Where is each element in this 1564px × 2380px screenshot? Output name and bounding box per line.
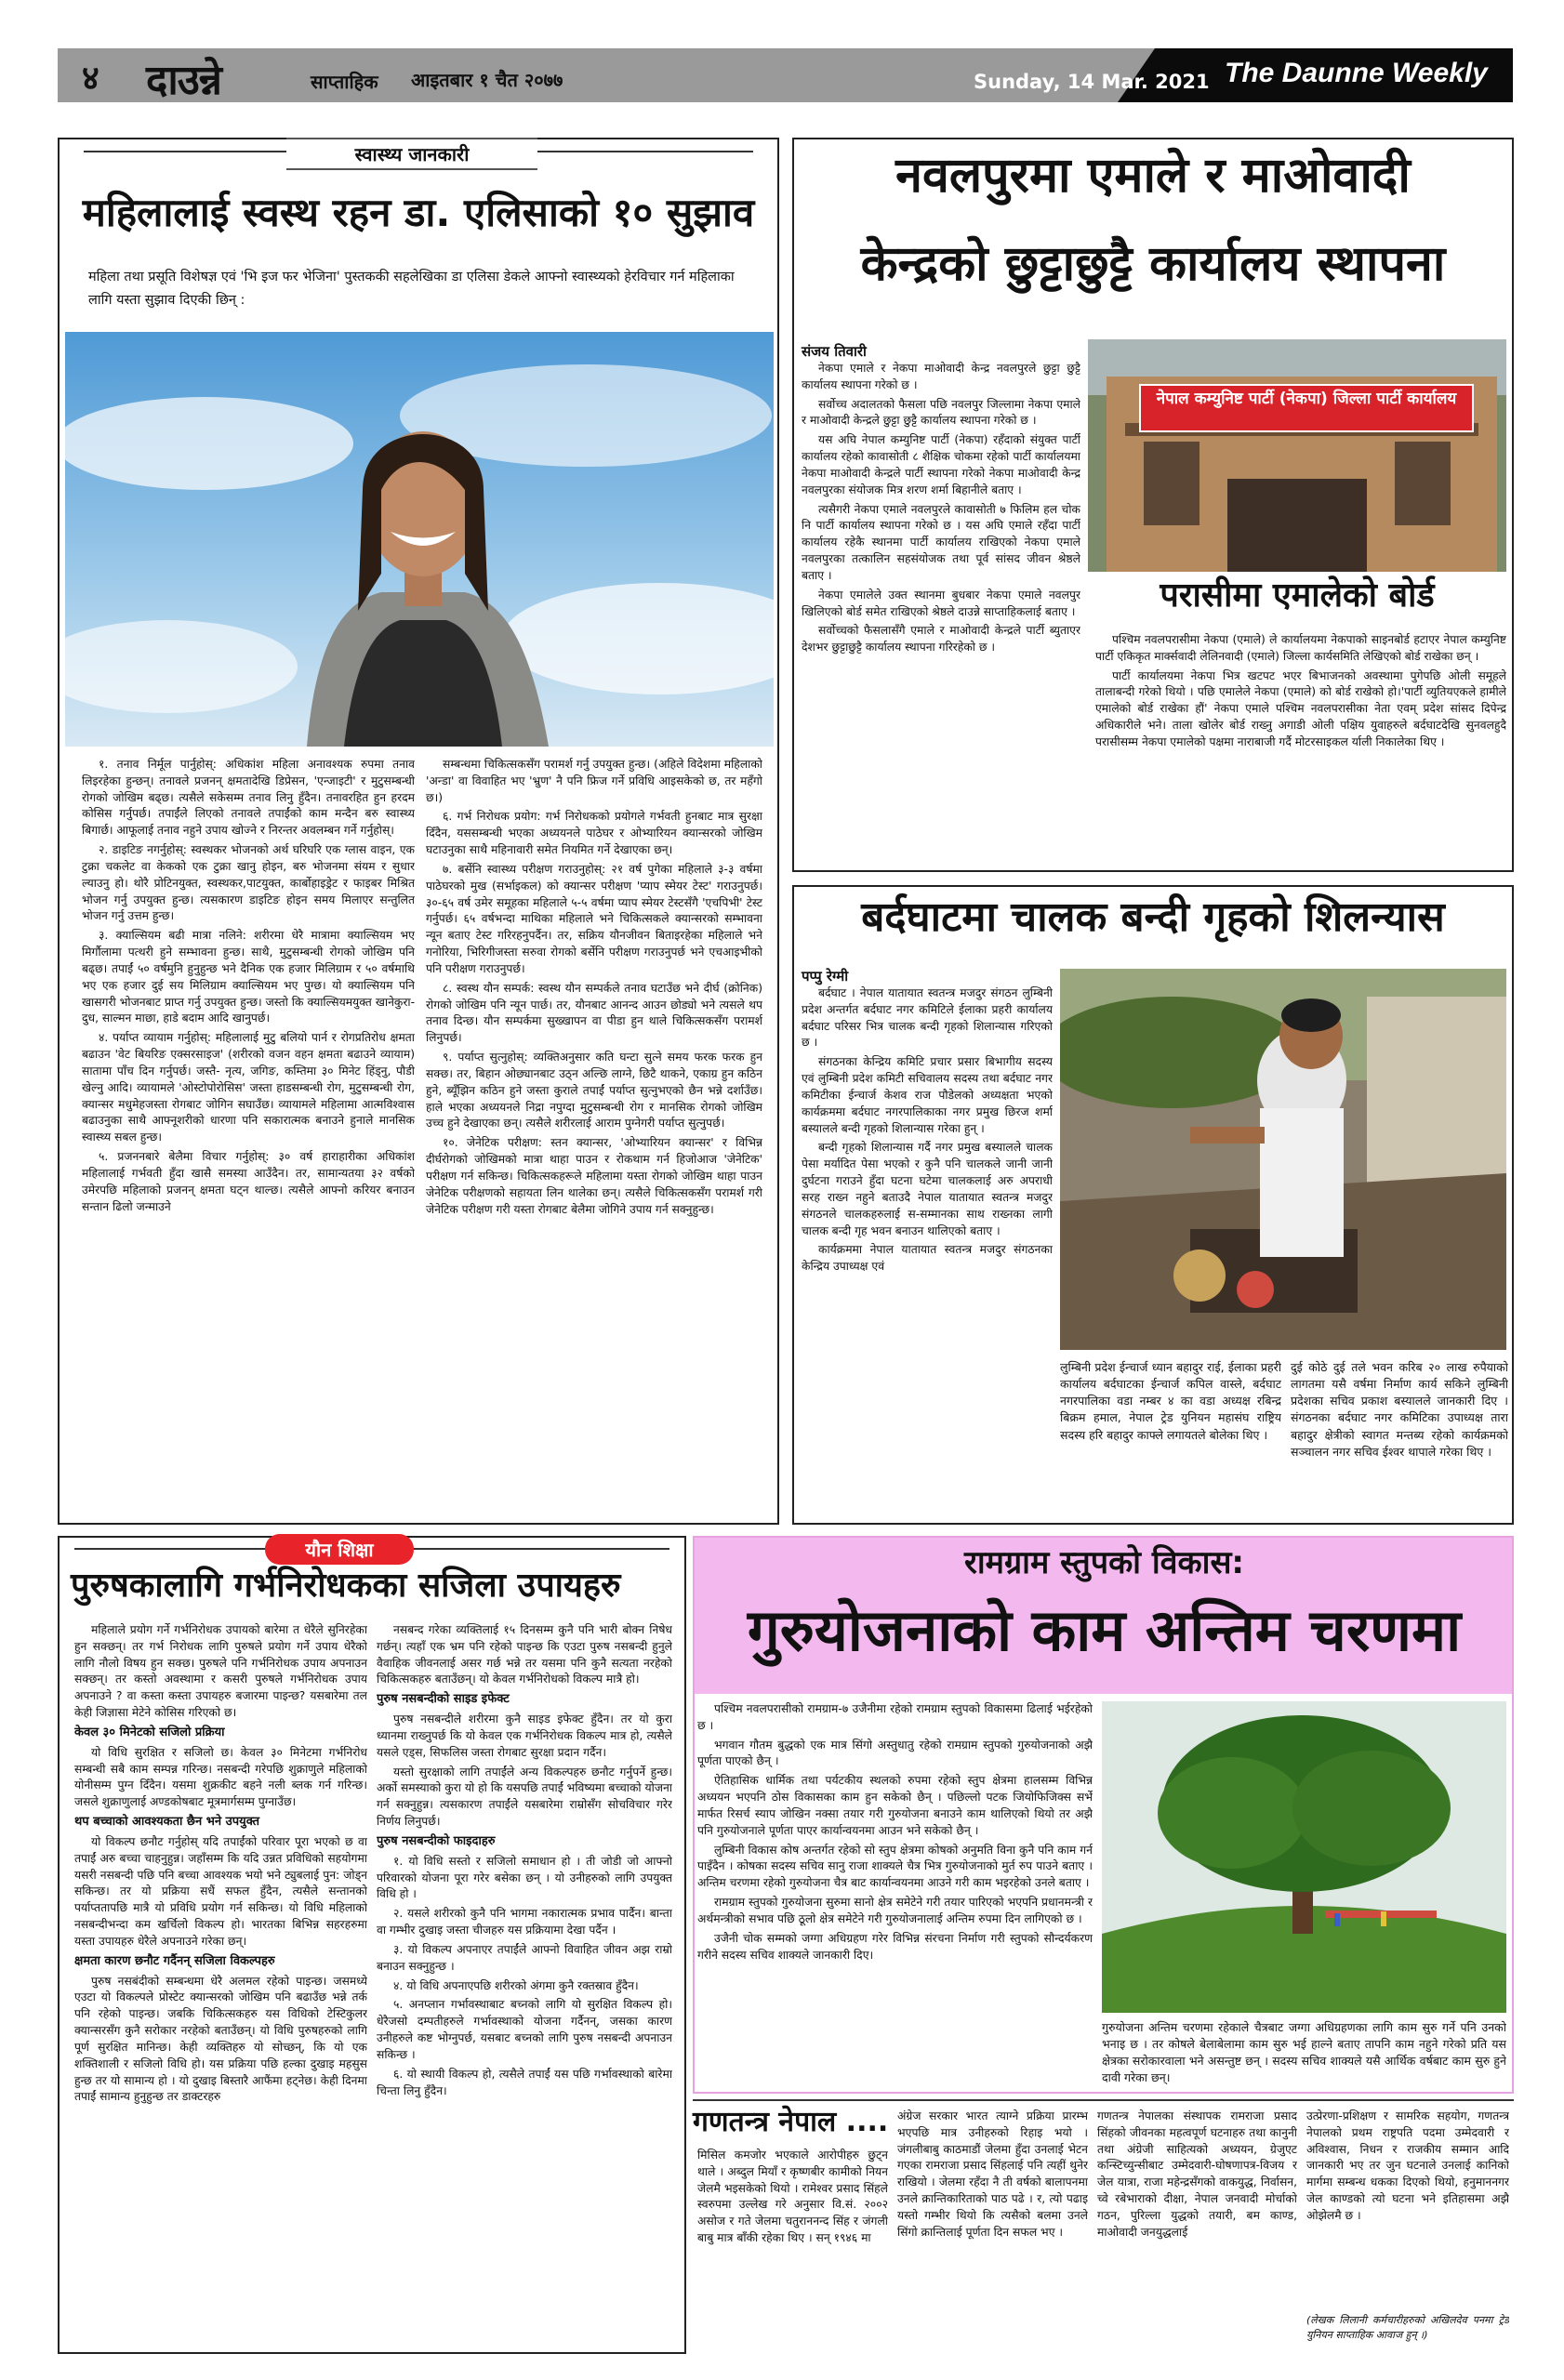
health-headline: महिलालाई स्वस्थ रहन डा. एलिसाको १० सुझाव xyxy=(82,190,755,235)
health-tip-5: ५. प्रजननबारे बेलैमा विचार गर्नुहोस्: ३० वर्ष हाराहारीका अधिकांश महिलालाई गर्भवती हुँदा खासै समस्या आउँदैन। तर, सामान्यतया ३२ वर्षको उमेरपछि महिलाको प्रजनन् क्षमता घट्न थाल्छ। त्यसैले आफ्नो करियर बनाउन सन्तान ढिलो जन्माउने xyxy=(82,1150,415,1213)
ramgram-para: भगवान गौतम बुद्धको एक मात्र सिंगो अस्तुधातु रहेको रामग्राम स्तुपको गुरुयोजनाको अझै पूर्णता पाएको छैन् । xyxy=(697,1738,1093,1768)
contraception-subhead: केवल ३० मिनेटको सजिलो प्रक्रिया xyxy=(74,1725,225,1739)
contraception-para: १. यो विधि सस्तो र सजिलो समाधान हो । ती जोडी जो आफ्नो परिवारको योजना पूरा गरेर बसेका छन् । यो उनीहरुको लागि उपयुक्त विधि हो । xyxy=(377,1854,672,1901)
health-column-2 xyxy=(426,757,762,1519)
party-office-sign: नेपाल कम्युनिष्ट पार्टी (नेकपा) जिल्ला पार्टी कार्यालय xyxy=(1139,384,1474,432)
ramgram-stupa-photo xyxy=(1102,1701,1506,2013)
health-column-1 xyxy=(82,757,415,1519)
newspaper-subtitle: साप्ताहिक xyxy=(311,71,378,93)
contraception-subhead: पुरुष नसबन्दीको साइड इफेक्ट xyxy=(377,1692,510,1707)
ramgram-para: रामग्राम स्तुपको गुरुयोजना सुरुमा सानो क्षेत्र समेटेने गरी तयार पारिएको भएपनि प्रधानमन्त्री र अर्थमन्त्रीको सभाव पछि ठूलो क्षेत्र समेटेने गरी गुरुयोजनालाई अन्तिम रुपमा दिन लागिएको छ । xyxy=(697,1896,1093,1925)
health-intro: महिला तथा प्रसूति विशेषज्ञ एवं 'भि इज फर भेजिना' पुस्तककी सहलेखिका डा एलिसा डेकले आफ्नो स्वास्थ्यको हेरविचार गर्न महिलाका लागि यस्ता सुझाव दिएकी छिन् : xyxy=(88,270,735,308)
ramgram-headline: गुरुयोजनाको काम अन्तिम चरणमा xyxy=(747,1596,1462,1664)
section-tag-health: स्वास्थ्य जानकारी xyxy=(286,138,537,170)
ramgram-column xyxy=(697,1701,1093,2087)
bardaghat-column xyxy=(802,985,1053,1520)
contraception-para: यस्तो सुरक्षाको लागि तपाईंले अन्य विकल्पहरु छनौट गर्नुपर्ने हुन्छ। अर्को समस्याको कुरा यो हो कि यसपछि तपाईं भविष्यमा बच्चाको योजना गर्न सक्नुहुन्न। त्यसकारण तपाईंले यसबारेमा राम्रोसँग सोचविचार गरेर निर्णय लिनुपर्छ। xyxy=(377,1765,672,1829)
health-tip-7: ७. बर्सेनि स्वास्थ्य परीक्षण गराउनुहोस्: २१ वर्ष पुगेका महिलाले ३-३ वर्षमा पाठेघरको मुख (सर्भाइकल) को क्यान्सर परीक्षण 'प्याप स्मेयर टेस्ट' गराउनुपर्छ। ३०-६५ वर्ष उमेर समूहका महिलाले ५-५ वर्षमा प्याप स्मेयर टेस्टसँगै 'एचपिभी' टेस्ट गर्नुपर्छ। ६५ वर्षभन्दा माथिका महिलाले भने चिकित्सकले क्यान्सरको सम्भावना न्यून बताए टेस्ट गरिरहनुपर्दैन। तर, सक्रिय यौनजीवन बिताइरहेका महिलाले भने गनोरिया, भिरिगीजस्ता सरुवा रोगको बर्सेनि परीक्षण गराउनुपर्छ भने एचआइभीको पनि परीक्षण गराउनुपर्छ। xyxy=(426,862,762,975)
health-tip-10: १०. जेनेटिक परीक्षण: स्तन क्यान्सर, 'ओभ्यारियन क्यान्सर' र विभिन्न दीर्घरोगको जोखिमको मात्रा थाहा पाउन र रोकथाम गर्न हिजोआज 'जेनेटिक' परीक्षण गर्न सकिन्छ। चिकित्सकहरूले महिलामा यस्ता रोगको जोखिम थाहा पाउन जेनेटिक परीक्षणको सहायता लिन थालेका छन्। त्यसैले चिकित्सकसँग परामर्श गरी जेनेटिक परीक्षण गरी यस्ता रोगबाट बेलैमा जोगिने उपाय गर्न सक्नुहुन्छ। xyxy=(426,1136,762,1216)
republic-column-2: अंग्रेज सरकार भारत त्याग्ने प्रक्रिया प्रारम्भ भएपछि मात्र उनीहरुको रिहाइ भयो । जंगलीबाबु काठमाडौं जेलमा हुँदा उनलाई भेटन गएका रामराजा प्रसाद सिंहलाई पनि त्यहीं थुनेर राखियो । जेलमा रहँदा नै ती वर्षको बालापनमा उनले क्रान्तिकारिताको पाठ पढे । र, त्यो पढाइ यस्तो गम्भीर थियो कि त्यसैको बलमा उनले सिंगो क्रान्तिलाई पूर्णता दिन सफल भए । xyxy=(897,2109,1088,2239)
republic-column-4: उत्प्रेरणा-प्रशिक्षण र सामरिक सहयोग, गणतन्त्र नेपालको प्रथम राष्ट्रपति पदमा उम्मेदवारी र अविश्वास, निधन र राजकीय सम्मान आदि जानकारी भए तर जुन घटनाले उनलाई कानिको मार्गमा सम्बन्ध धकका दिएको थियो, हनुमाननगर जेल काण्डको त्यो घटना भने इतिहासमा अझै ओझेलमै छ । xyxy=(1306,2109,1509,2222)
health-tip-4: ४. पर्याप्त व्यायाम गर्नुहोस्: महिलालाई मुटु बलियो पार्न र रोगप्रतिरोध क्षमता बढाउन 'वेट बियरिङ एक्सरसाइज' (शरीरको वजन वहन क्षमता बढाउने व्यायाम) सातामा पाँच दिन गर्नुपर्छ। जस्तै- नृत्य, जगिङ, कम्तिमा ३० मिनेट हिंड्नु, पौडी खेल्नु आदि। व्यायामले 'ओस्टोपोरोसिस' जस्ता हाडसम्बन्धी रोग, मुटुसम्बन्धी रोग, क्यान्सर मधुमेहजस्ता रोगबाट जोगिन सघाउँछ। व्यायामले महिलामा आत्मविश्वास बढाउनुका साथै आफ्नूशरीको धारणा पनि सकारात्मक बनाउने हुनाले मानसिक स्वास्थ्य सबल हुन्छ। xyxy=(82,1031,415,1144)
republic-column-3: गणतन्त्र नेपालका संस्थापक रामराजा प्रसाद सिंहको जीवनका महत्वपूर्ण घटनाहरु तथा कानुनी तथा अंग्रेजी साहित्यको अध्ययन, ग्रेजुएट कन्स्टिच्युन्सीबाट उम्मेदवारी-घोषणापत्र-विजय र जेल यात्रा, राजा महेन्द्रसँगको वाकयुद्ध, निर्वासन, च्वे रबेभाराको दीक्षा, नेपाल जनवादी मोर्चाको गठन, पुरिल्ला युद्धको तयारी, बम काण्ड, माओवादी जनयुद्धलाई xyxy=(1097,2109,1297,2239)
parasi-column xyxy=(1095,632,1506,866)
nawalpur-para: यस अघि नेपाल कम्युनिष्ट पार्टी (नेकपा) रहँदाको संयुक्त पार्टी कार्यालय रहेको कावासोती ८ शैक्षिक चोकमा रहेको पार्टी कार्यालयमा नेकपा माओवादी केन्द्रले पार्टी स्थापना गरेको नेकपा माओवादी केन्द्र नवलपुरका संयोजक मित्र शरण शर्मा बिहानीले बताए । xyxy=(802,433,1080,496)
nawalpur-para: त्यसैगरी नेकपा एमाले नवलपुरले कावासोती ७ फिलिम हल चोक नि पार्टी कार्यालय स्थापना गरेको छ । यस अघि एमाले रहँदा पार्टी कार्यालय रहेकै स्थानमा पार्टी कार्यालय राखिएको नेकपा एमाले नवलपुरका तत्कालिन सहसंयोजक तथा पूर्व सांसद जीवन श्रेष्ठले बताए । xyxy=(802,502,1080,582)
contraception-subhead: थप बच्चाको आवश्यकता छैन भने उपयुक्त xyxy=(74,1815,260,1830)
ramgram-para: उजैनी चोक सम्मको जग्गा अधिग्रहण गरेर विभिन्न संरचना निर्माण गरी स्तुपको सौन्दर्यकरण गरीने सदस्य सचिव शाक्यले जानकारी दिए। xyxy=(697,1931,1093,1962)
health-tip-8: ८. स्वस्थ यौन सम्पर्क: स्वस्थ यौन सम्पर्कले तनाव घटाउँछ भने दीर्घ (क्रोनिक) रोगको जोखिम पनि न्यून पार्छ। तर, यौनबाट आनन्द आउन छोड्यो भने त्यसले थप तनाव दिन्छ। यौन सम्पर्कमा सुख्खापन वा पीडा हुन थाले चिकित्सकसँग परामर्श लिनुपर्छ। xyxy=(426,981,762,1045)
contraception-para: ५. अनप्लान गर्भावस्थाबाट बच्नको लागि यो सुरक्षित विकल्प हो। धेरैजसो दम्पतीहरुले गर्भावस्थाको योजना गर्दैनन्, जसका कारण उनीहरुले कष्ट भोग्नुपर्छ, यसबाट बच्नको लागि पुरुष नसबन्दी अपनाउन सकिन्छ । xyxy=(377,1998,672,2061)
bardaghat-para: बर्दघाट । नेपाल यातायात स्वतन्त्र मजदुर संगठन लुम्बिनी प्रदेश अन्तर्गत बर्दघाट नगर कमिटिले ईलाका प्रहरी कार्यालय बर्दघाट परिसर भित्र चालक बन्दी गृहको शिलान्यास गरिएको छ । xyxy=(802,986,1053,1050)
health-tip-3: ३. क्याल्सियम बढी मात्रा नलिने: शरीरमा धेरै मात्रामा क्याल्सियम भए मिर्गौलामा पत्थरी हुने सम्भावना हुन्छ। साथै, मुटुसम्बन्धी रोगको जोखिम पनि बढ्छ। तपाईं ५० वर्षमुनि हुनुहुन्छ भने दैनिक एक हजार मिलिग्राम र ५० वर्षमाथि भए एक हजार दुई सय मिलिग्राम क्याल्सियम भए पुग्छ। यो क्याल्सियम पनि खासगरी भोजनबाट प्राप्त गर्नु उपयुक्त हुन्छ। जस्तो कि क्याल्सियमयुक्त खानेकुरा- दुध, साल्मन माछा, हाडे बदाम आदि खानुपर्छ। xyxy=(82,929,415,1025)
contraception-subhead: पुरुष नसबन्दीको फाइदाहरु xyxy=(377,1833,496,1848)
nawalpur-para: नेकपा एमाले र नेकपा माओवादी केन्द्र नवलपुरले छुट्टा छुट्टै कार्यालय स्थापना गरेको छ । xyxy=(802,362,1080,391)
parasi-headline: परासीमा एमालेको बोर्ड xyxy=(1160,576,1435,615)
contraception-para: २. यसले शरीरको कुनै पनि भागमा नकारात्मक प्रभाव पार्दैन। बान्ता वा गम्भीर दुखाइ जस्ता चीजहरु यस प्रक्रियामा देखा पर्दैन । xyxy=(377,1907,672,1937)
republic-headline: गणतन्त्र नेपाल .... xyxy=(693,2106,889,2138)
nawalpur-para: सर्वोच्च अदालतको फैसला पछि नवलपुर जिल्लामा नेकपा एमाले र माओवादी केन्द्रले छुट्टा छुट्टै कार्यालय स्थापना गरेको छ । xyxy=(802,397,1080,428)
nawalpur-headline-1: नवलपुरमा एमाले र माओवादी xyxy=(895,148,1411,204)
ramgram-para: पश्चिम नवलपरासीको रामग्राम-७ उजैनीमा रहेको रामग्राम स्तुपको विकासमा ढिलाई भईरहेको छ । xyxy=(697,1702,1093,1732)
contraception-headline: पुरुषकालागि गर्भनिरोधकका सजिला उपायहरु xyxy=(71,1567,621,1605)
health-tip-6: ६. गर्भ निरोधक प्रयोग: गर्भ निरोधकको प्रयोगले गर्भवती हुनबाट मात्र सुरक्षा दिँदैन, यससम्बन्धी भएका अध्ययनले पाठेघर र ओभ्यारियन क्यान्सरको जोखिम घटाउनुका साथै महिनावारी समेत नियमित गर्ने देखाएका छन्। xyxy=(426,810,762,857)
date-nepali: आइतबार १ चैत २०७७ xyxy=(411,69,563,91)
bardaghat-continued-2: दुई कोठे दुई तले भवन करिब २० लाख रुपैयाको लागतमा यसै वर्षमा निर्माण कार्य सकिने लुम्बिनी प्रदेशका सचिव प्रकाश बस्यालले जानकारी दिए । संगठनका बर्दघाट नगर कमिटिका उपाध्यक्ष तारा बहादुर क्षेत्रीको स्वागत मन्तब्य रहेको कार्यक्रमको सञ्चालन नगर सचिव ईश्वर थापाले गरेका थिए । xyxy=(1291,1360,1508,1459)
contraception-subhead: क्षमता कारण छनौट गर्दैनन् सजिला विकल्पहरु xyxy=(74,1953,275,1968)
section-tag-sex-education: यौन शिक्षा xyxy=(265,1534,414,1565)
bardaghat-headline: बर्दघाटमा चालक बन्दी गृहको शिलन्यास xyxy=(861,893,1445,941)
newspaper-title: दाउन्ने xyxy=(146,57,221,104)
page-number: ४ xyxy=(82,60,99,98)
ramgram-para: ऐतिहासिक धार्मिक तथा पर्यटकीय स्थलको रुपमा रहेको स्तुप क्षेत्रमा हालसम्म विभिन्न अध्ययन भएपनि ठोस विकासका काम हुन सकेको छैन् । पछिल्लो पटक जियोफिजिक्स सर्भे मार्फत रिसर्च स्याप जोखिन नक्सा तयार गरी गुरुयोजना बनाउने काम थालिएको थियो तर अझै पनि गुरुयोजनाले पूर्णता पाएर कार्यान्वयनमा आउन भने सकेको छैन् । xyxy=(697,1774,1093,1837)
nawalpur-para: सर्वोच्चको फैसलासँगै एमाले र माओवादी केन्द्रले पार्टी ब्युताएर देशभर छुट्टाछुट्टै कार्यालय स्थापना गरिरहेको छ । xyxy=(802,624,1080,654)
bardaghat-para: कार्यक्रममा नेपाल यातायात स्वतन्त्र मजदुर संगठनका केन्द्रिय उपाध्यक्ष एवं xyxy=(802,1243,1053,1274)
nawalpur-column xyxy=(802,361,1080,867)
parasi-para: पार्टी कार्यालयमा नेकपा भित्र खटपट भएर बिभाजनको अवस्थामा पुगेपछि ओली समूहले तालाबन्दी गरेको थियो । पछि एमालेले नेकपा (एमाले) को बोर्ड राखेको हो।'पार्टी व्युतियएकले हामीले एमालेको बोर्ड राखेका हौं' नेकपा एमाले पश्चिम नवलपरासीका नेता एवम् प्रदेश सांसद दिपेन्द्र अधिकारीले भने। ताला खोलेर बोर्ड राख्नु अगाडी ओली पक्षिय युवाहरुले बर्दघाटदेखि सुनवलहुदै परासीसम्म नेकपा एमालेको पक्षमा नाराबाजी गर्दै मोटरसाइकल र्याली निकालेका थिए । xyxy=(1095,668,1506,748)
ramgram-kicker: रामग्राम स्तुपको विकास: xyxy=(963,1544,1245,1581)
bardaghat-continued-1: लुम्बिनी प्रदेश ईन्चार्ज ध्यान बहादुर राई, ईलाका प्रहरी कार्यालय बर्दघाटका ईन्चार्ज कपिल वास्ले, बर्दघाट नगरपालिका वडा नम्बर ४ का वडा अध्यक्ष रबिन्द्र बिक्रम हमाल, नेपाल ट्रेड युनियन महासंघ राष्ट्रिय सदस्य हरि बहादुर काफ्ले लगायतले बोलेका थिए । xyxy=(1060,1360,1281,1442)
ramgram-para: लुम्बिनी विकास कोष अन्तर्गत रहेको सो स्तुप क्षेत्रमा कोषको अनुमति विना कुनै पनि काम गर्न पाइँदैन । कोषका सदस्य सचिव सानु राजा शाक्यले चैत्र भित्र गुरुयोजनाको मुर्त रुप पाउने बताए । अन्तिम चरणमा रहेको गुरुयोजना चैत्र बाट कार्यान्वयनमा आउने गरी काम भइरहेको उनले बताए । xyxy=(697,1843,1093,1890)
republic-footnote: (लेखक लिलानी कर्मचारीहरुको अखिलदेव पनमा ट्रेड युनियन साप्ताहिक आवाज हुन् ।) xyxy=(1306,2314,1509,2341)
party-office-photo xyxy=(1088,339,1506,572)
contraception-para: ६. यो स्थायी विकल्प हो, त्यसैले तपाईं यस पछि गर्भावस्थाको बारेमा चिन्ता लिनु हुँदैन। xyxy=(377,2067,672,2097)
health-tip-2: २. डाइटिङ नगर्नुहोस्: स्वस्थकर भोजनको अर्थ घरिघरि एक ग्लास वाइन, एक टुक्रा चकलेट वा केकको एक टुक्रा खानु होइन, बरु भोजनमा संयम र सुधार ल्याउनु हो। थोरै प्रोटिनयुक्त, स्वस्थकर,पाटयुक्त, कार्बोहाइड्रेट र फाइबर मिश्रित भोजन गर्नु उपयुक्त हुन्छ। त्यसकारण डाइटिङ होइन समय मिलाएर सन्तुलित भोजन गर्नु उत्तम हुन्छ। xyxy=(82,843,415,923)
masthead xyxy=(58,48,1513,102)
ramgram-continued: गुरुयोजना अन्तिम चरणमा रहेकाले चैत्रबाट जग्गा अधिग्रहणका लागि काम सुरु गर्ने पनि उनको भनाइ छ । तर कोषले बेलाबेलामा काम सुरु भई हाल्ने बताए तापनि काम नहुने गरेको प्रति यस क्षेत्रका सरोकारवाला भने असन्तुष्ट छन् । सदस्य सचिव शाक्यले यसै आर्थिक वर्षबाट काम सुरु हुने दावी गरेका छन्। xyxy=(1102,2020,1506,2085)
contraception-para: यो विकल्प छनौट गर्नुहोस् यदि तपाईंको परिवार पूरा भएको छ वा तपाईं अरु बच्चा चाहनुहुन्न। जहाँसम्म कि यदि उन्नत प्रविधिको सहयोगमा यसरी नसबन्दी पछि पनि बच्चा आवश्यक भयो भने ट्युबलाई पुन: जोड्न सकिन्छ। तर यो प्रक्रिया सधैं सफल हुँदैन, त्यसैले सन्तानको पर्याप्ततापछि मात्रै यो प्रविधि प्रयोग गर्न सकिन्छ। यो विधि महिलाको नसबन्दीभन्दा कम खर्चिलो विकल्प हो। भारतका बिभिन्न सहरहरुमा यस्ता उपायहरु धेरैले अपनाउने गरेका छन्। xyxy=(74,1834,367,1948)
contraception-para: पुरुष नसबन्दीले शरीरमा कुनै साइड इफेक्ट हुँदैन। तर यो कुरा ध्यानमा राख्नुपर्छ कि यो केवल एक गर्भनिरोधक विकल्प मात्र हो, त्यसैले यसले एड्स, सिफलिस जस्ता रोगबाट सुरक्षा प्रदान गर्दैन। xyxy=(377,1712,672,1759)
bardaghat-para: संगठनका केन्द्रिय कमिटि प्रचार प्रसार बिभागीय सदस्य एवं लुम्बिनी प्रदेश कमिटी सचिवालय सदस्य तथा बर्दघाट नगर कमिटीका ईन्चार्ज केशव राज पौडेलको अध्यक्षता भएको कार्यक्रममा बर्दघाट नगरपालिकाका नगर प्रमुख छिरज शर्मा बस्यालले बन्दी गृहको शिलान्यास गरेका हुन् । xyxy=(802,1055,1053,1135)
contraception-para: यो विधि सुरक्षित र सजिलो छ। केवल ३० मिनेटमा गर्भनिरोध सम्बन्धी सबै काम सम्पन्न गरिन्छ। नसबन्दी गरेपछि शुक्राणुले महिलाको योनीसम्म पुग्न दिँदैन। यसमा शुक्रकीट बहने नली ब्लक गर्न गरिन्छ। जसले शुक्राणुलाई अण्डकोषबाट मूत्रमार्गसम्म पुग्नाउँछ। xyxy=(74,1745,367,1809)
health-tip-5-cont: सम्बन्धमा चिकित्सकसँग परामर्श गर्नु उपयुक्त हुन्छ। (अहिले विदेशमा महिलाको 'अन्डा' वा विवाहित भए 'भ्रुण' नै पनि फ्रिज गर्ने प्रविधि आइसकेको छ, तर महँगो छ।) xyxy=(426,758,762,804)
contraception-column-1 xyxy=(74,1622,367,2347)
nawalpur-headline-2: केन्द्रको छुट्टाछुट्टै कार्यालय स्थापना xyxy=(860,236,1446,292)
date-english: Sunday, 14 Mar. 2021 xyxy=(974,71,1210,93)
section-rule xyxy=(693,2099,1514,2101)
newspaper-english-title: The Daunne Weekly xyxy=(1225,58,1488,88)
contraception-para: पुरुष नसबंदीको सम्बन्धमा धेरै अलमल रहेको पाइन्छ। जसमध्ये एउटा यो विकल्पले प्रोस्टेट क्यान्सरको जोखिम पनि बढाउँछ भन्ने तर्क पनि रहेको पाइन्छ। जबकि चिकित्सकहरु यस विधिको टेस्टिकुलर क्यान्सरसँग कुनै सरोकार नरहेको बताउँछन्। यो विधि पुरुषहरुको लागि पूर्ण सुरक्षित मानिन्छ। केही व्यक्तिहरु यो सोच्छन्, कि यो एक शक्तिशाली र सजिलो विधि हो। यस प्रक्रिया पछि हल्का दुखाइ महसुस हुन्छ तर यो सामान्य हो । यो दुखाइ बिस्तारै आफैंमा हट्नेछ। केही दिनमा तपाईं सामान्य हुनुहुन्छ तर डाक्टरहरु xyxy=(74,1974,367,2104)
foundation-stone-photo xyxy=(1060,969,1506,1350)
contraception-column-2 xyxy=(377,1622,672,2347)
nawalpur-byline: संजय तिवारी xyxy=(802,343,867,360)
bardaghat-byline: पप्पु रेग्मी xyxy=(802,968,849,985)
republic-column-1: मिसिल कमजोर भएकाले आरोपीहरु छुट्न थाले । अब्दुल मियाँ र कृष्णबीर कामीको नियन जेलमै भइसकेको थियो । रामेश्वर प्रसाद सिंहले स्वरुपमा उल्लेख गरे अनुसार वि.सं. २००२ असोज र गते जेलमा चतुराननन्द सिंह र जंगली बाबु मात्र बाँकी रहेका थिए । सन् १९४६ मा xyxy=(697,2149,888,2245)
parasi-para: पश्चिम नवलपरासीमा नेकपा (एमाले) ले कार्यालयमा नेकपाको साइनबोर्ड हटाएर नेपाल कम्युनिष्ट पार्टी एकिकृत मार्क्सवादी लेलिनवादी (एमाले) जिल्ला कार्यसमिति लेखिएको बोर्ड राखेका छन् । xyxy=(1095,633,1506,663)
contraception-para: ४. यो विधि अपनाएपछि शरीरको अंगमा कुनै रक्तस्राव हुँदैन। xyxy=(393,1978,639,1992)
health-tip-1: १. तनाव निर्मूल पार्नुहोस्: अधिकांश महिला अनावश्यक रुपमा तनाव लिइरहेका हुन्छन्। तनावले प्रजनन् क्षमतादेखि डिप्रेसन, 'एन्जाइटी' र मुटुसम्बन्धी रोगको जोखिम बढ्छ। त्यसैले सकेसम्म तनाव लिनु हुँदैन। तनावरहित हुन हरदम कोसिस गर्नुपर्छ। तपाईंले लिएको तनावले तपाईंको काम मन्दैन बरु स्वास्थ्य बिगार्छ। आफूलाई तनाव नहुने उपाय खोज्ने र निरन्तर अवलम्बन गर्ने गर्नुहोस्। xyxy=(82,758,415,838)
health-tip-9: ९. पर्याप्त सुत्नुहोस्: व्यक्तिअनुसार कति घन्टा सुत्ने समय फरक फरक हुन सक्छ। तर, बिहान ओछ्यानबाट उठ्न अल्छि लाग्ने, छिटै थाकने, एकाग्र हुन कठिन हुने, ब्यूँझिन कठिन हुने जस्ता कुराले तपाईं पर्याप्त सुत्नुभएको छैन भन्ने दर्शाउँछ। हाले भएका अध्ययनले निद्रा नपुग्दा मुटुसम्बन्धी रोग र मानसिक रोगको जोखिम उच्च हुने देखाएका छन्। त्यसैले शरीरलाई आराम पुग्नेगरी पर्याप्त सुत्नुपर्छ। xyxy=(426,1051,762,1130)
contraception-para: ३. यो विकल्प अपनाएर तपाईंले आफ्नो विवाहित जीवन अझ राम्रो बनाउन सक्नुहुन्छ । xyxy=(377,1942,672,1973)
nawalpur-para: नेकपा एमालेले उक्त स्थानमा बुधबार नेकपा एमाले नवलपुर खिलिएको बोर्ड समेत राखिएको श्रेष्ठले दाउन्ने साप्ताहिकलाई बताए । xyxy=(802,588,1080,618)
bardaghat-para: बन्दी गृहको शिलान्यास गर्दै नगर प्रमुख बस्यालले चालक पेसा मर्यादित पेसा भएको र कुनै पनि चालकले जानी जानी दुर्घटना गराउने हुँदा घटना घटेमा चालकलाई अरु अपराधी सरह राख्न नहुने बताउदै नेपाल यातायात स्वतन्त्र मजदुर संगठनले चालकहरुलाई स-सम्मानका साथ राख्नका लागी चालक बन्दी गृह भवन बनाउन थालिएको बताए । xyxy=(802,1141,1053,1237)
woman-smiling-photo xyxy=(65,332,774,747)
contraception-para: नसबन्द गरेका व्यक्तिलाई १५ दिनसम्म कुनै पनि भारी बोक्न निषेध गर्छन्। त्यहाँ एक भ्रम पनि रहेको पाइन्छ कि एउटा पुरुष नसबन्दी हुनुले वैवाहिक जीवनलाई असर गर्छ भन्ने तर यसमा पनि कुनै सत्यता नरहेको चिकित्सकहरु बताउँछन्। यो केवल गर्भनिरोधको विकल्प मात्रै हो। xyxy=(377,1623,672,1686)
contraception-para: महिलाले प्रयोग गर्ने गर्भनिरोधक उपायको बारेमा त धेरैले सुनिरहेका हुन सक्छन्। तर गर्भ निरोधक लागि पुरुषले प्रयोग गर्ने उपाय धेरैको लागि नौलो विषय हुन सक्छ। पुरुषले पनि गर्भनिरोधक उपाय अपनाउन सक्छन्। तर कस्तो अवस्थामा र कसरी पुरुषले गर्भनिरोधक उपाय अपनाउने ? वा कस्ता कस्ता उपायहरु बजारमा पाइन्छ? यसबारेमा तल केही जिज्ञासा मेटेने कोसिस गरिएको छ। xyxy=(74,1623,367,1720)
